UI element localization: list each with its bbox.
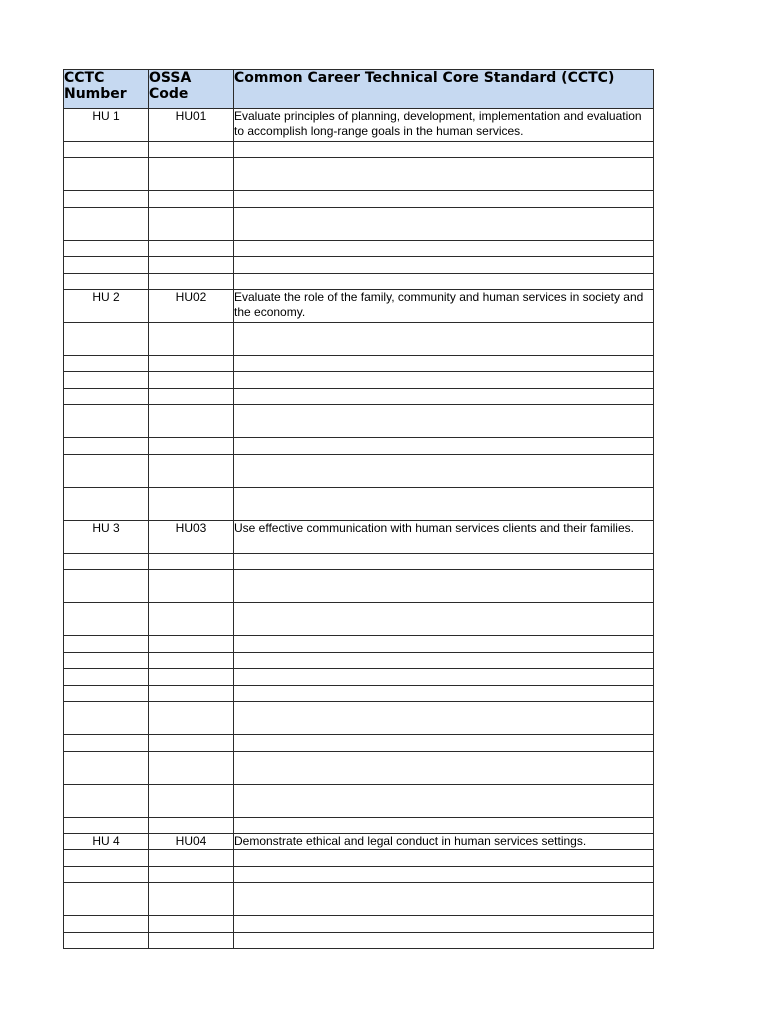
standard-cell bbox=[234, 389, 654, 405]
standard-cell bbox=[234, 686, 654, 702]
standard-cell bbox=[234, 818, 654, 834]
standard-cell bbox=[234, 653, 654, 669]
cctc-number-cell bbox=[64, 191, 149, 208]
header-standard: Common Career Technical Core Standard (CCTC) bbox=[234, 70, 654, 109]
standard-cell bbox=[234, 455, 654, 488]
standard-cell bbox=[234, 257, 654, 274]
ossa-code-cell bbox=[149, 570, 234, 603]
table-row bbox=[64, 686, 654, 702]
standard-cell bbox=[234, 916, 654, 933]
table-row bbox=[64, 109, 654, 142]
ossa-code-cell bbox=[149, 488, 234, 521]
ossa-code-cell bbox=[149, 653, 234, 669]
cctc-number-cell bbox=[64, 850, 149, 867]
standard-cell bbox=[234, 438, 654, 455]
ossa-code-cell bbox=[149, 603, 234, 636]
cctc-number-cell bbox=[64, 669, 149, 686]
table-row bbox=[64, 208, 654, 241]
ossa-code-cell bbox=[149, 389, 234, 405]
ossa-code-cell bbox=[149, 372, 234, 389]
table-row bbox=[64, 290, 654, 323]
table-row bbox=[64, 274, 654, 290]
table-row bbox=[64, 323, 654, 356]
standard-cell bbox=[234, 636, 654, 653]
ossa-code-cell bbox=[149, 752, 234, 785]
standard-cell bbox=[234, 785, 654, 818]
table-row bbox=[64, 455, 654, 488]
ossa-code-cell bbox=[149, 669, 234, 686]
ossa-code-cell bbox=[149, 142, 234, 158]
cctc-number-cell bbox=[64, 818, 149, 834]
standard-cell: Evaluate the role of the family, community and human services in society and the economy. bbox=[234, 290, 654, 323]
cctc-number-cell bbox=[64, 653, 149, 669]
standard-cell bbox=[234, 933, 654, 949]
table-row bbox=[64, 735, 654, 752]
standard-cell: Use effective communication with human services clients and their families. bbox=[234, 521, 654, 554]
ossa-code-cell: HU02 bbox=[149, 290, 234, 323]
cctc-number-cell bbox=[64, 735, 149, 752]
ossa-code-cell bbox=[149, 158, 234, 191]
standard-cell bbox=[234, 323, 654, 356]
ossa-code-cell bbox=[149, 356, 234, 372]
table-row bbox=[64, 702, 654, 735]
table-row bbox=[64, 867, 654, 883]
cctc-number-cell bbox=[64, 274, 149, 290]
ossa-code-cell: HU01 bbox=[149, 109, 234, 142]
standard-cell bbox=[234, 142, 654, 158]
cctc-number-cell bbox=[64, 686, 149, 702]
table-row bbox=[64, 158, 654, 191]
table-row bbox=[64, 488, 654, 521]
cctc-number-cell: HU 4 bbox=[64, 834, 149, 850]
cctc-number-cell bbox=[64, 636, 149, 653]
table-row bbox=[64, 916, 654, 933]
standard-cell bbox=[234, 850, 654, 867]
table-row bbox=[64, 191, 654, 208]
ossa-code-cell bbox=[149, 241, 234, 257]
ossa-code-cell bbox=[149, 867, 234, 883]
cctc-number-cell bbox=[64, 883, 149, 916]
header-ossa-code: OSSA Code bbox=[149, 70, 234, 109]
ossa-code-cell: HU03 bbox=[149, 521, 234, 554]
cctc-number-cell: HU 1 bbox=[64, 109, 149, 142]
cctc-number-cell bbox=[64, 752, 149, 785]
cctc-number-cell bbox=[64, 785, 149, 818]
table-row bbox=[64, 356, 654, 372]
ossa-code-cell bbox=[149, 405, 234, 438]
standards-table bbox=[63, 69, 654, 949]
standard-cell bbox=[234, 867, 654, 883]
standard-cell bbox=[234, 158, 654, 191]
cctc-number-cell bbox=[64, 603, 149, 636]
table-row bbox=[64, 636, 654, 653]
ossa-code-cell bbox=[149, 785, 234, 818]
table-row bbox=[64, 405, 654, 438]
cctc-number-cell: HU 2 bbox=[64, 290, 149, 323]
cctc-number-cell bbox=[64, 488, 149, 521]
cctc-number-cell bbox=[64, 438, 149, 455]
cctc-number-cell bbox=[64, 372, 149, 389]
cctc-number-cell bbox=[64, 702, 149, 735]
cctc-number-cell bbox=[64, 158, 149, 191]
table-row bbox=[64, 883, 654, 916]
cctc-number-cell: HU 3 bbox=[64, 521, 149, 554]
standard-cell bbox=[234, 191, 654, 208]
ossa-code-cell bbox=[149, 883, 234, 916]
ossa-code-cell bbox=[149, 916, 234, 933]
standard-cell bbox=[234, 735, 654, 752]
table-row bbox=[64, 521, 654, 554]
cctc-number-cell bbox=[64, 554, 149, 570]
cctc-number-cell bbox=[64, 142, 149, 158]
standard-cell bbox=[234, 554, 654, 570]
ossa-code-cell bbox=[149, 636, 234, 653]
standard-cell bbox=[234, 241, 654, 257]
cctc-number-cell bbox=[64, 570, 149, 603]
cctc-number-cell bbox=[64, 389, 149, 405]
table-row bbox=[64, 438, 654, 455]
table-row bbox=[64, 372, 654, 389]
table-row bbox=[64, 653, 654, 669]
standard-cell bbox=[234, 372, 654, 389]
standard-cell bbox=[234, 405, 654, 438]
table-row bbox=[64, 933, 654, 949]
table-row bbox=[64, 669, 654, 686]
table-row bbox=[64, 241, 654, 257]
table-row bbox=[64, 142, 654, 158]
table-row bbox=[64, 389, 654, 405]
table-row bbox=[64, 850, 654, 867]
ossa-code-cell bbox=[149, 274, 234, 290]
standard-cell bbox=[234, 752, 654, 785]
standard-cell bbox=[234, 669, 654, 686]
standard-cell bbox=[234, 702, 654, 735]
header-row bbox=[64, 70, 654, 109]
table-row bbox=[64, 785, 654, 818]
cctc-number-cell bbox=[64, 916, 149, 933]
cctc-number-cell bbox=[64, 867, 149, 883]
ossa-code-cell bbox=[149, 850, 234, 867]
ossa-code-cell bbox=[149, 323, 234, 356]
ossa-code-cell bbox=[149, 686, 234, 702]
standard-cell bbox=[234, 274, 654, 290]
ossa-code-cell bbox=[149, 735, 234, 752]
cctc-number-cell bbox=[64, 257, 149, 274]
standard-cell bbox=[234, 488, 654, 521]
cctc-number-cell bbox=[64, 933, 149, 949]
header-cctc-number: CCTC Number bbox=[64, 70, 149, 109]
table-row bbox=[64, 603, 654, 636]
cctc-number-cell bbox=[64, 241, 149, 257]
standard-cell bbox=[234, 570, 654, 603]
standard-cell bbox=[234, 603, 654, 636]
standard-cell: Evaluate principles of planning, development, implementation and evaluation to accomplish long-range goals in the human services. bbox=[234, 109, 654, 142]
ossa-code-cell bbox=[149, 818, 234, 834]
standard-cell bbox=[234, 356, 654, 372]
ossa-code-cell bbox=[149, 191, 234, 208]
table-row bbox=[64, 554, 654, 570]
cctc-number-cell bbox=[64, 356, 149, 372]
cctc-number-cell bbox=[64, 323, 149, 356]
ossa-code-cell bbox=[149, 438, 234, 455]
table-row bbox=[64, 818, 654, 834]
standard-cell: Demonstrate ethical and legal conduct in human services settings. bbox=[234, 834, 654, 850]
ossa-code-cell bbox=[149, 208, 234, 241]
ossa-code-cell bbox=[149, 455, 234, 488]
table-row bbox=[64, 570, 654, 603]
ossa-code-cell bbox=[149, 933, 234, 949]
table-body bbox=[64, 109, 654, 949]
table-row bbox=[64, 834, 654, 850]
cctc-number-cell bbox=[64, 405, 149, 438]
table-row bbox=[64, 752, 654, 785]
ossa-code-cell bbox=[149, 257, 234, 274]
ossa-code-cell: HU04 bbox=[149, 834, 234, 850]
cctc-number-cell bbox=[64, 208, 149, 241]
ossa-code-cell bbox=[149, 702, 234, 735]
standard-cell bbox=[234, 883, 654, 916]
cctc-number-cell bbox=[64, 455, 149, 488]
ossa-code-cell bbox=[149, 554, 234, 570]
table-row bbox=[64, 257, 654, 274]
standard-cell bbox=[234, 208, 654, 241]
